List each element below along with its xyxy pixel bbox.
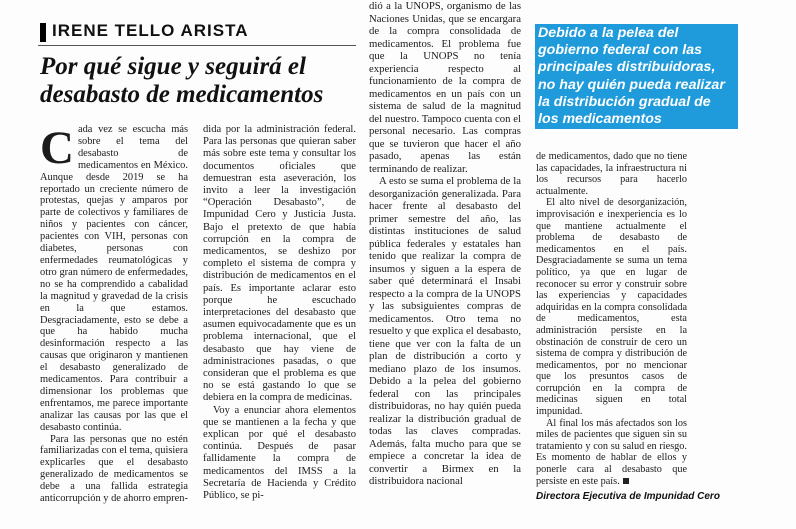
- column-4: [536, 151, 687, 487]
- end-mark: [623, 478, 629, 484]
- author-signature: Directora Ejecutiva de Impunidad Cero: [536, 491, 720, 502]
- paragraph: Para las personas que no estén familiarizadas con el tema, quisiera explicarles que el desabasto generalizado de medicamentos se debe a una fallida estrategia anticorrupción y de ahorro empren-: [40, 433, 188, 505]
- paragraph: dida por la administración federal. Para las personas que quieran saber más sobre este tema y consultar los documentos oficiales que demuestran esta aseveración, los invito a leer la investigación “Operación Desabasto”, de Impunidad Cero y Justicia Justa. Bajo el pretexto de que había corrupción en la compra de medicamentos, se deshizo por completo el sistema de compra y distribución de medicamentos en el país. Es importante aclarar esto porque he escuchado interpretaciones del desabasto que asumen equivocadamente que es un problema internacional, que el desabasto que hay viene de administraciones pasadas, o que consideran que el problema es que no se está gastando lo que se debiera en la compra de medicinas.: [203, 124, 356, 404]
- paragraph-text: Al final los más afectados son los miles de pacientes que siguen sin su tratamiento y con su salud en riesgo. Es momento de hablar de ellos y ponerle cara al desabasto que persiste en este país.: [536, 417, 687, 487]
- paragraph: [40, 124, 188, 434]
- paragraph-text: ada vez se escucha más sobre el tema del desabasto de medicamentos en México. Aunque desde 2019 se ha reportado un creciente número de protestas, quejas y amparos por parte de colectivos y familiares de niños y pacientes con cáncer, pacientes con VIH, personas con diabetes, personas con enfermedades reumatológicas y otro gran número de enfermedades, no se ha comprendido a cabalidad la magnitud y gravedad de la crisis en la que estamos. Desgraciadamente, esto se debe a que ha habido mucha desinformación respecto a las causas que originaron y mantienen el desabasto generalizado de medicamentos. Para contribuir a dimensionar los problemas que enfrentamos, me parece importante analizar las causas por las que el desabasto continúa.: [40, 124, 188, 433]
- paragraph: Voy a enunciar ahora elementos que se mantienen a la fecha y que explican por qué el desabasto continúa. Después de pasar fallidamente la compra de medicamentos del IMSS a la Secretaría de Hacienda y Crédito Público, se pi-: [203, 404, 356, 502]
- paragraph: El alto nivel de desorganización, improvisación e inexperiencia es lo que mantiene actualmente el problema de desabasto de medicamentos en el país. Desgraciadamente se suma un tema político, ya que en lugar de reconocer su error y construir sobre las experiencias y capacidades adquiridas en la compra consolidada de medicamentos, esta administración persiste en la obstinación de construir de cero un sistema de compra y distribución de medicamentos, por no mencionar que los presuntos casos de corrupción en la compra de medicinas siguen en total impunidad.: [536, 197, 687, 418]
- column-2: [203, 124, 356, 502]
- author-name: IRENE TELLO ARISTA: [52, 21, 249, 40]
- drop-cap: C: [40, 122, 74, 174]
- column-3: [369, 0, 521, 488]
- author-marker: [40, 23, 46, 42]
- paragraph: A esto se suma el problema de la desorganización generalizada. Para hacer frente al desabasto del primer semestre del año, las distintas instituciones de salud pública federales y estatales han tenido que realizar la compra de insumos y siguen a la espera de saber qué determinará el Insabi respecto a la compra de la UNOPS y las subsiguientes compras de medicamentos. Otro tema no resuelto y que explica el desabasto, tiene que ver con la falta de un plan de distribución a corto y mediano plazo de los insumos. Debido a la pelea del gobierno federal con las principales distribuidoras, no hay quién pueda realizar la distribución gradual de todas las claves compradas. Además, falta mucho para que se empiece a concretar la idea de convertir a Birmex en la distribuidora nacional: [369, 175, 521, 487]
- paragraph: [536, 418, 687, 488]
- headline: Por qué sigue y seguirá el desabasto de medicamentos: [40, 53, 324, 108]
- column-1: [40, 124, 188, 505]
- paragraph: de medicamentos, dado que no tiene las capacidades, la infraestructura ni los recursos para hacerlo actualmente.: [536, 151, 687, 197]
- paragraph: dió a la UNOPS, organismo de las Naciones Unidas, que se encargara de la compra consolidada de medicamentos. El problema fue que la UNOPS no tenía experiencia respecto al funcionamiento de la compra de medicamentos en un país con un sistema de salud de la magnitud del nuestro. Tampoco cuenta con el personal necesario. Las compras que se tuvieron que hacer el año pasado, apenas las están terminando de realizar.: [369, 0, 521, 175]
- pull-quote: Debido a la pelea del gobierno federal con las principales distribuidoras, no hay quién pueda realizar la distribución gradual de los medicamentos: [535, 24, 738, 129]
- header-rule: [38, 45, 356, 46]
